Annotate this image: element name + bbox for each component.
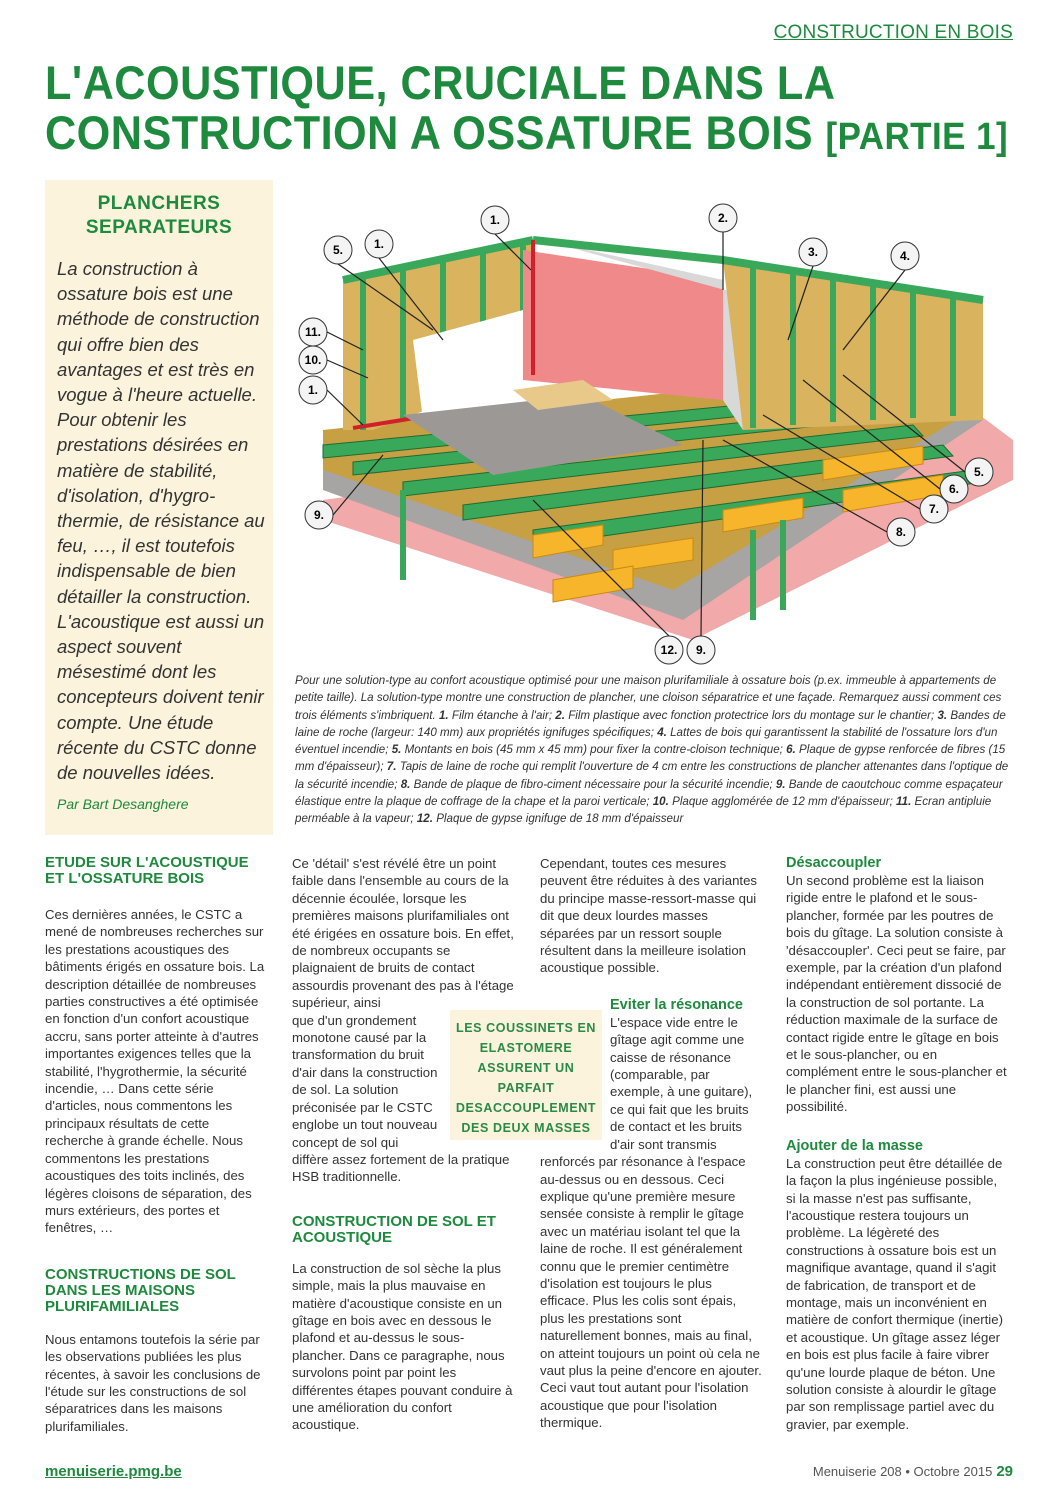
paragraph-resonance-b: renforcés par résonance à l'espace au-dessus ou en dessous. Ceci explique qu'une première mesure sensée consiste à remplir le gîtage avec un matériau isolant tel que la laine de roche. Il est généralement connu que le premier centimètre d'isolation est toujours le plus efficace. Plus les colis sont épais, plus les prestations sont naturellement bonnes, mais au final, on atteint toujours un point où cela ne vaut plus la peine d'encore en ajouter. Ceci vaut tout autant pour l'isolation acoustique que pour l'isolation thermique. <box>540 1154 762 1431</box>
paragraph-ajouter-masse: La construction peut être détaillée de la façon la plus ingénieuse possible, si la masse n'est pas suffisante, l'acoustique restera toujours un problème. La légèreté des constructions à ossature bois est un magnifique avantage, quand il s'agit de fabrication, de transport et de montage, mais un inconvénient en matière de confort thermique (inertie) et acoustique. Un gîtage assez léger en bois est plus facile à faire vibrer qu'une lourde plaque de béton. Une solution consiste à alourdir le gîtage par son remplissage partiel avec du gravier, par exemple. <box>786 1155 1003 1432</box>
label-1-mid <box>299 376 327 404</box>
title-line-2-text: CONSTRUCTION A OSSATURE BOIS <box>45 106 813 159</box>
article-column-1 <box>45 855 267 1435</box>
svg-text:7.: 7. <box>928 502 940 516</box>
paragraph-constructions-sol: Nous entamons toutefois la série par les observations publiées les plus récentes, à savoir les conclusions de l'étude sur les constructions de sol séparatrices dans les maisons plurifamiliales. <box>45 1331 261 1434</box>
svg-text:8.: 8. <box>895 525 907 539</box>
svg-text:4.: 4. <box>899 249 911 263</box>
sidebar-body: La construction à ossature bois est une méthode de construction qui offre bien des avantages et est très en vogue à l'heure actuelle. Pour obtenir les prestations désirées en matière de stabilité, d'isolation, d'hygro-thermie, de résistance au feu, …, il est toutefois indispensable de bien détailler la construction. L'acoustique est aussi un aspect souvent mésestimé dont les concepteurs doivent tenir compte. Une étude récente du CSTC donne de nouvelles idées. <box>57 258 265 784</box>
svg-text:12.: 12. <box>660 643 678 657</box>
caption-text-12: Plaque de gypse ignifuge de 18 mm d'épaisseur <box>436 812 684 826</box>
svg-text:10.: 10. <box>304 353 322 367</box>
page-title <box>45 58 1020 162</box>
label-8 <box>887 518 915 546</box>
svg-text:9.: 9. <box>695 643 707 657</box>
paragraph-masse-ressort: Cependant, toutes ces mesures peuvent être réduites à des variantes du principe masse-ressort-masse qui dit que deux lourdes masses séparées par un ressort souple résultent dans la meilleure isolation acoustique possible. <box>540 856 757 976</box>
heading-constructions-sol: CONSTRUCTIONS DE SOL DANS LES MAISONS PLURIFAMILIALES <box>45 1265 236 1315</box>
construction-diagram <box>283 200 1013 665</box>
svg-text:1.: 1. <box>373 237 385 251</box>
label-5-left <box>324 236 352 264</box>
right-wall <box>723 260 983 430</box>
caption-text-6: Plaque de gypse renforcée de fibres (15 mm d'épaisseur); <box>295 743 1006 774</box>
figure-caption <box>295 672 1013 828</box>
caption-text-11: Ecran antipluie perméable à la vapeur; <box>295 795 992 826</box>
sidebar-title-line-1: PLANCHERS <box>97 193 221 214</box>
paragraph-construction-acoustique: La construction de sol sèche la plus simple, mais la plus mauvaise en matière d'acoustique consiste en un gîtage en bois avec en dessous le plafond et au-dessus le sous-plancher. Dans ce paragraphe, nous survolons point par point les différentes étapes pouvant conduire à une amélioration du confort acoustique. <box>292 1260 513 1433</box>
sidebar-title <box>45 192 273 240</box>
heading-desaccoupler: Désaccoupler <box>786 855 882 871</box>
caption-num-12: 12. <box>416 812 433 826</box>
label-5-right <box>965 458 993 486</box>
article-column-4 <box>786 855 1008 1433</box>
label-10 <box>299 346 327 374</box>
caption-num-10: 10. <box>652 795 669 809</box>
paragraph-resonance-a: L'espace vide entre le gîtage agit comme une caisse de résonance (comparable, par exemple, à une guitare), ce qui fait que les bruits de contact et les bruits d'air sont transmis <box>610 1014 753 1152</box>
caption-text-10: Plaque agglomérée de 12 mm d'épaisseur; <box>672 795 893 809</box>
label-9-left <box>305 501 333 529</box>
caption-text-4: Lattes de bois qui garantissent la stabilité de l'ossature lors d'un éventuel incendie; <box>295 725 998 757</box>
svg-text:6.: 6. <box>948 482 960 496</box>
svg-text:1.: 1. <box>307 383 319 397</box>
svg-text:9.: 9. <box>313 508 325 522</box>
sidebar-author: Par Bart Desanghere <box>57 796 189 812</box>
caption-text-8: Bande de plaque de fibro-ciment nécessaire pour la sécurité incendie; <box>413 777 773 791</box>
heading-ajouter-masse: Ajouter de la masse <box>786 1137 923 1154</box>
svg-text:11.: 11. <box>304 325 322 339</box>
label-1-top <box>481 206 509 234</box>
svg-text:5.: 5. <box>332 243 344 257</box>
article-column-2 <box>292 855 514 1434</box>
title-line-1: L'ACOUSTIQUE, CRUCIALE DANS LA <box>45 56 836 109</box>
caption-num-2: 2. <box>555 708 565 722</box>
label-3 <box>799 238 827 266</box>
svg-text:2.: 2. <box>717 211 729 225</box>
paragraph-detail-a: Ce 'détail' s'est révélé être un point faible dans l'ensemble au cours de la décennie écoulée, lorsque les premières maisons plurifamiliales ont été érigées en ossature bois. En effet, de nombreux occupants se plaignaient de bruits de contact assourdis provenant des pas à l'étage supérieur, ainsi <box>292 856 514 1011</box>
caption-num-1: 1. <box>438 708 449 722</box>
caption-num-9: 9. <box>775 777 786 791</box>
footer-issue <box>813 1463 1013 1480</box>
paragraph-detail-c: diffère assez fortement de la pratique HSB traditionnelle. <box>292 1151 510 1185</box>
caption-text-1: Film étanche à l'air; <box>451 708 553 722</box>
intro-sidebar <box>45 180 273 835</box>
paragraph-etude: Ces dernières années, le CSTC a mené de nombreuses recherches sur les prestations acoustiques des bâtiments érigés en ossature bois. La description détaillée de nombreuses parties constructives a été optimisée en fonction d'un confort acoustique accru, sans porter atteinte à d'autres importantes exigences telles que la stabilité, l'hygrothermie, la sécurité incendie, … Dans cette série d'articles, nous commentons les principaux résultats de cette recherche à grande échelle. Nous commentons les prestations acoustiques des toits inclinés, des légères cloisons de séparation, des murs extérieurs, des portes et fenêtres, … <box>45 907 265 1236</box>
label-2 <box>709 204 737 232</box>
heading-resonance: Eviter la résonance <box>610 996 743 1013</box>
caption-text-9: Bande de caoutchouc comme espaçateur élastique entre la plaque de coffrage de la chape et la paroi verticale; <box>295 777 1003 809</box>
heading-etude: ETUDE SUR L'ACOUSTIQUE ET L'OSSATURE BOIS <box>45 854 249 887</box>
caption-intro: Pour une solution-type au confort acoustique optimisé pour une maison plurifamiliale à ossature bois (p.ex. immeuble à appartements de petite taille). La solution-type montre une construction de plancher, une cloison séparatrice et une façade. Remarquez aussi comment ces trois éléments s'imbriquent. <box>295 674 1002 722</box>
svg-text:3.: 3. <box>807 245 819 259</box>
svg-text:5.: 5. <box>973 465 985 479</box>
label-1-left <box>365 230 393 258</box>
label-4 <box>891 242 919 270</box>
caption-num-6: 6. <box>786 743 796 757</box>
footer-site-link[interactable]: menuiserie.pmg.be <box>45 1463 182 1480</box>
article-column-3 <box>540 855 762 1432</box>
caption-num-11: 11. <box>896 795 912 809</box>
caption-text-3: Bandes de laine de roche (largeur: 140 mm) aux propriétés ignifuges spécifiques; <box>295 708 1006 739</box>
title-part: [PARTIE 1] <box>825 116 1009 158</box>
page-number: 29 <box>996 1463 1013 1480</box>
heading-construction-acoustique: CONSTRUCTION DE SOL ET ACOUSTIQUE <box>292 1212 496 1246</box>
caption-text-2: Film plastique avec fonction protectrice lors du montage sur le chantier; <box>568 708 935 722</box>
caption-text-7: Tapis de laine de roche qui remplit l'ouverture de 4 cm entre les constructions de plancher attenantes dans l'optique de la sécurité incendie; <box>295 760 1009 791</box>
caption-num-4: 4. <box>657 725 667 739</box>
caption-text-5: Montants en bois (45 mm x 45 mm) pour fixer la contre-cloison technique; <box>404 743 783 757</box>
title-line-2 <box>45 108 1020 162</box>
label-7 <box>920 495 948 523</box>
paragraph-desaccoupler: Un second problème est la liaison rigide entre le plafond et le sous-plancher, formée par les poutres de bois du gîtage. La solution consiste à 'désaccoupler'. Ceci peut se faire, par exemple, par la création d'un plafond indépendant entièrement dissocié de la construction de sol portante. La réduction maximale de la surface de contact rigide entre le gîtage en bois et le sous-plancher, ou en complément entre le sous-plancher et le plancher fini, est aussi une possibilité. <box>786 873 1007 1115</box>
caption-num-3: 3. <box>937 708 948 722</box>
label-12 <box>655 636 683 664</box>
pull-quote: LES COUSSINETS EN ELASTOMERE ASSURENT UN PARFAIT DESACCOUPLEMENT DES DEUX MASSES <box>450 1010 602 1140</box>
section-tag: CONSTRUCTION EN BOIS <box>773 22 1013 43</box>
label-11 <box>299 318 327 346</box>
svg-text:1.: 1. <box>489 213 501 227</box>
footer-issue-text: Menuiserie 208 • Octobre 2015 <box>812 1464 993 1479</box>
separating-wall-gypsum <box>523 250 723 400</box>
label-9-bottom <box>687 636 715 664</box>
caption-num-8: 8. <box>400 777 411 791</box>
caption-num-7: 7. <box>386 760 397 774</box>
sidebar-title-line-2: SEPARATEURS <box>85 217 233 238</box>
caption-num-5: 5. <box>391 743 402 757</box>
paragraph-detail-b: que d'un grondement monotone causé par la transformation du bruit d'air dans la construction de sol. La solution préconisée par le CSTC englobe un tout nouveau concept de sol qui <box>292 1012 438 1150</box>
